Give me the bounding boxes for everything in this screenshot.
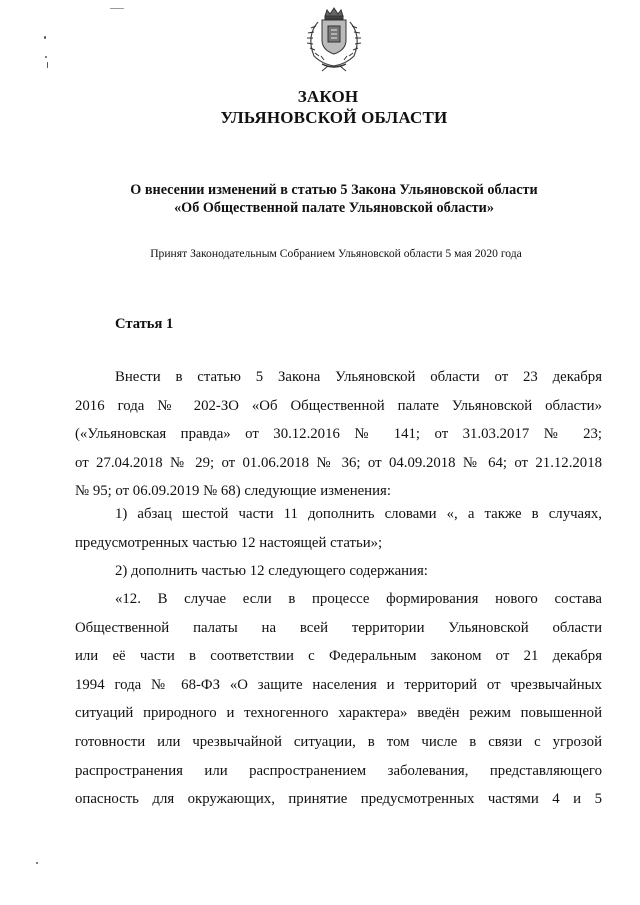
text-line: предусмотренных частью 12 настоящей статьи»; — [75, 534, 383, 551]
scan-speck — [36, 862, 38, 864]
law-title: ЗАКОН — [297, 87, 359, 106]
text-line: или её части в соответствии с Федеральным законом от 21 декабря — [75, 648, 602, 665]
paragraph-amendment-intro — [75, 363, 602, 506]
scan-speck — [44, 36, 46, 39]
paragraph-part-12 — [75, 585, 602, 814]
text-line: распространения или распространением заболевания, представляющего — [75, 762, 602, 779]
scan-speck — [45, 56, 47, 58]
paragraph-item-2 — [75, 557, 602, 586]
text-line: ситуаций природного и техногенного характера» введён режим повышенной — [75, 705, 602, 722]
law-subject-line-1: О внесении изменений в статью 5 Закона Ульяновской области — [130, 182, 538, 198]
scan-speck — [47, 62, 48, 68]
coat-of-arms-icon — [298, 6, 370, 72]
text-line: от 27.04.2018 № 29; от 01.06.2018 № 36; от 04.09.2018 № 64; от 21.12.2018 — [75, 454, 602, 471]
text-line: («Ульяновская правда» от 30.12.2016 № 141; от 31.03.2017 № 23; — [75, 426, 602, 443]
text-line: № 95; от 06.09.2019 № 68) следующие изменения: — [75, 483, 391, 500]
paragraph-item-1 — [75, 500, 602, 557]
text-line: Общественной палаты на всей территории Ульяновской области — [75, 619, 602, 636]
article-heading: Статья 1 — [115, 316, 174, 332]
law-region-title: УЛЬЯНОВСКОЙ ОБЛАСТИ — [220, 108, 448, 127]
scan-speck — [110, 8, 124, 9]
text-line: 1994 года № 68-ФЗ «О защите населения и территорий от чрезвычайных — [75, 676, 602, 693]
law-subject-line-2: «Об Общественной палате Ульяновской области» — [174, 200, 494, 216]
text-line: Внести в статью 5 Закона Ульяновской области от 23 декабря — [115, 369, 602, 385]
text-line: 2) дополнить частью 12 следующего содержания: — [115, 563, 428, 579]
text-line: 2016 года № 202-ЗО «Об Общественной палате Ульяновской области» — [75, 397, 602, 414]
text-line: готовности или чрезвычайной ситуации, в том числе в связи с угрозой — [75, 733, 602, 750]
text-line: 1) абзац шестой части 11 дополнить словами «, а также в случаях, — [115, 506, 602, 522]
adoption-note: Принят Законодательным Собранием Ульяновской области 5 мая 2020 года — [150, 247, 522, 260]
text-line: опасность для окружающих, принятие предусмотренных частями 4 и 5 — [75, 791, 602, 808]
text-line: «12. В случае если в процессе формирования нового состава — [115, 591, 602, 607]
